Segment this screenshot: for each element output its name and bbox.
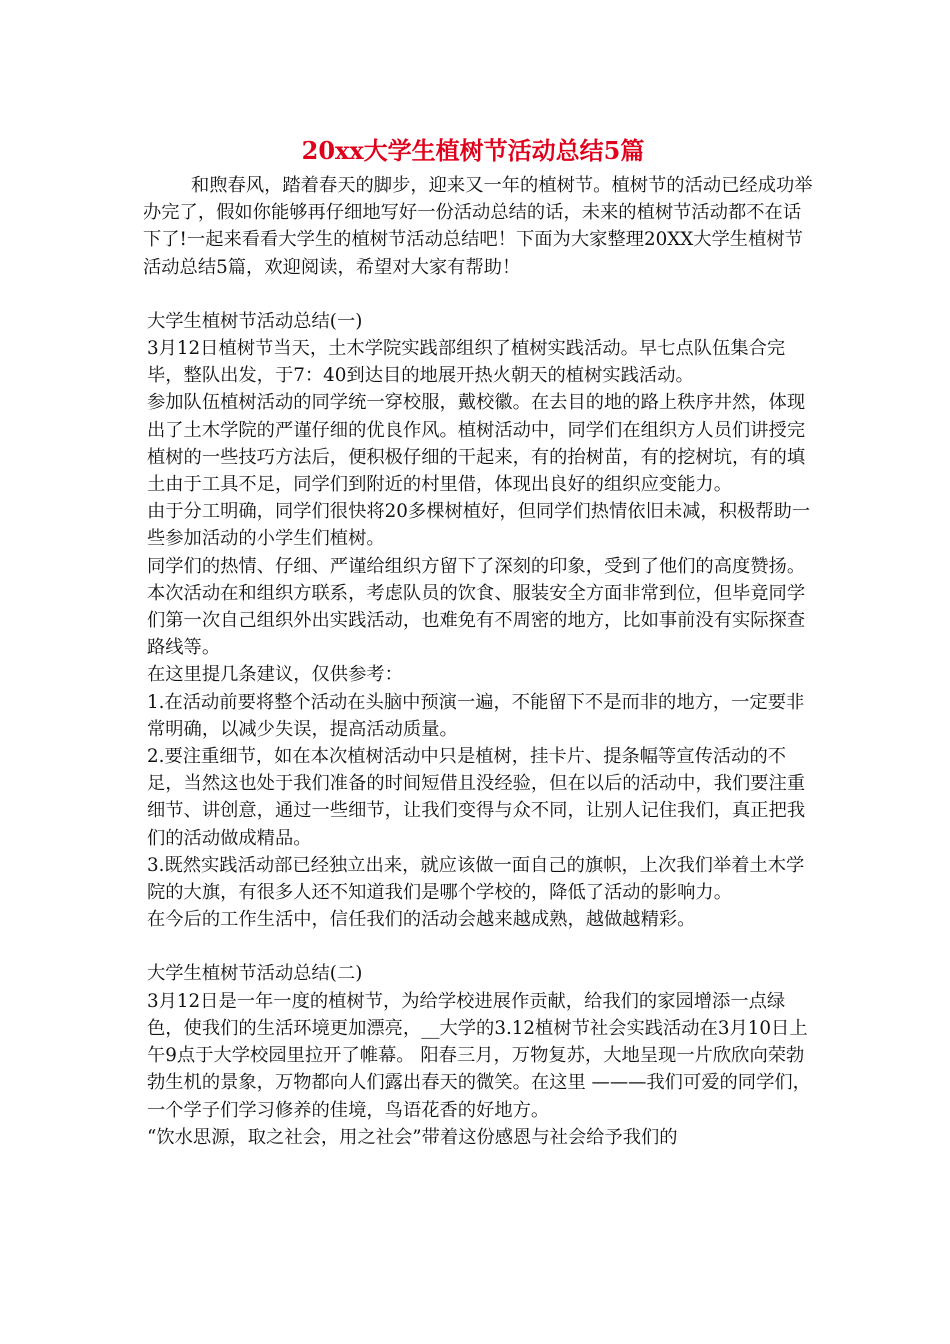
section1-paragraph: 2.要注重细节，如在本次植树活动中只是植树，挂卡片、提条幅等宣传活动的不足，当然这也处于我们准备的时间短借且没经验，但在以后的活动中，我们要注重细节、讲创意，通过一些细节，让我们变得与众不同，让别人记住我们，真正把我们的活动做成精品。 [147,746,806,849]
section1-paragraph: 在今后的工作生活中，信任我们的活动会越来越成熟，越做越精彩。 [147,909,696,931]
section-heading-1: 大学生植树节活动总结(一) [147,310,363,332]
document-body [143,134,818,1151]
section1-paragraph: 1.在活动前要将整个活动在头脑中预演一遍，不能留下不是而非的地方，一定要非常明确，以减少失误，提高活动质量。 [147,691,805,740]
blank-line [143,281,818,308]
section-heading-2: 大学生植树节活动总结(二) [147,963,363,985]
section1-paragraph: 本次活动在和组织方联系，考虑队员的饮食、服装安全方面非常到位，但毕竟同学们第一次自己组织外出实践活动，也难免有不周密的地方，比如事前没有实际探查路线等。 [147,582,806,659]
section1-paragraph: 3月12日植树节当天，土木学院实践部组织了植树实践活动。早七点队伍集合完毕，整队出发，于7：40到达目的地展开热火朝天的植树实践活动。 [147,338,786,387]
section1-paragraph: 由于分工明确，同学们很快将20多棵树植好，但同学们热情依旧未减，积极帮助一些参加活动的小学生们植树。 [147,501,811,550]
section1-paragraph: 在这里提几条建议，仅供参考： [147,664,403,686]
blank-line [143,933,818,960]
section1-paragraph: 同学们的热情、仔细、严谨给组织方留下了深刻的印象，受到了他们的高度赞扬。 [147,555,806,577]
section1-paragraph: 3.既然实践活动部已经独立出来，就应该做一面自己的旗帜，上次我们举着土木学院的大旗，有很多人还不知道我们是哪个学校的，降低了活动的影响力。 [147,854,805,904]
section1-paragraph: 参加队伍植树活动的同学统一穿校服，戴校徽。在去目的地的路上秩序井然，体现出了土木学院的严谨仔细的优良作风。植树活动中，同学们在组织方人员们讲授完植树的一些技巧方法后，便积极仔细的干起来，有的抬树苗，有的挖树坑，有的填土由于工具不足，同学们到附近的村里借，体现出良好的组织应变能力。 [147,392,806,496]
section2-paragraph: 3月12日是一年一度的植树节，为给学校进展作贡献，给我们的家园增添一点绿色，使我们的生活环境更加漂亮，__大学的3.12植树节社会实践活动在3月10日上午9点于大学校园里拉开了帷幕。 阳春三月，万物复苏，大地呈现一片欣欣向荣勃勃生机的景象，万物都向人们露出春天的微笑。在这里 ———我们可爱的同学们，一个学子们学习修养的佳境，鸟语花香的好地方。 [147,990,811,1121]
section2-paragraph: “饮水思源，取之社会，用之社会”带着这份感恩与社会给予我们的 [147,1126,678,1148]
document-title: 20xx大学生植树节活动总结5篇 [301,136,645,165]
intro-paragraph: 和煦春风，踏着春天的脚步，迎来又一年的植树节。植树节的活动已经成功举办完了，假如你能够再仔细地写好一份活动总结的话，未来的植树节活动都不在话下了!一起来看看大学生的植树节活动总结吧！下面为大家整理20XX大学生植树节活动总结5篇，欢迎阅读，希望对大家有帮助！ [143,175,813,278]
